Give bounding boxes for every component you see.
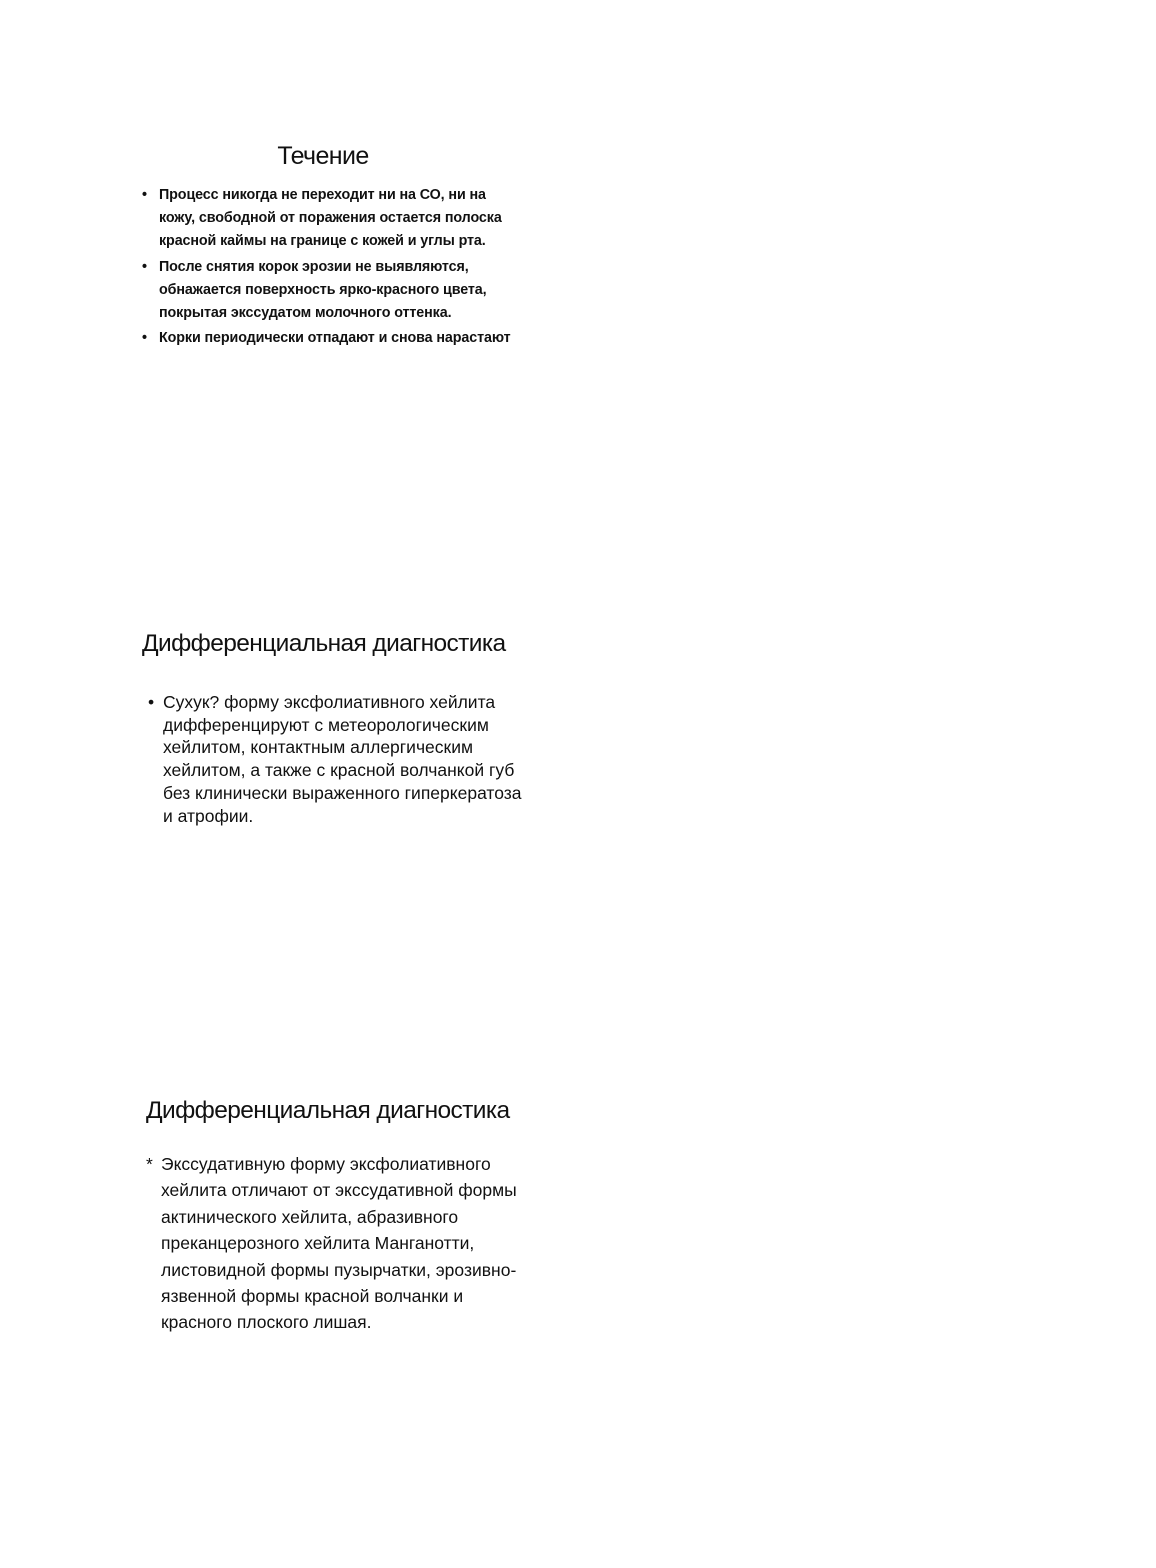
bullet-list bbox=[142, 691, 533, 827]
list-item bbox=[146, 1151, 531, 1336]
slide-course bbox=[142, 140, 532, 352]
list-item bbox=[142, 256, 519, 326]
list-item-text: Сухук? форму эксфолиативного хейлита дифференцируют с метеорологическим хейлитом, контактным аллергическим хейлитом, а также с красной волчанкой губ без клинически выраженного гиперкератоза и атрофии. bbox=[163, 692, 522, 826]
list-item bbox=[142, 327, 519, 350]
list-item-text: После снятия корок эрозии не выявляются, обнажается поверхность ярко-красного цвета, покрытая экссудатом молочного оттенка. bbox=[159, 258, 487, 322]
list-item bbox=[148, 691, 533, 827]
bullet-list bbox=[142, 184, 519, 350]
bullet-list bbox=[146, 1151, 531, 1336]
bullet-marker: • bbox=[142, 330, 147, 347]
bullet-marker: • bbox=[148, 692, 155, 712]
bullet-marker: • bbox=[142, 187, 147, 203]
list-item-text: Экссудативную форму эксфолиативного хейлита отличают от экссудативной формы актинического хейлита, абразивного преканцерозного хейлита Манганотти, листовидной формы пузырчатки, эрозивно-язвенной формы красной волчанки и красного плоского лишая. bbox=[161, 1154, 517, 1333]
slide-differential-diagnosis-1 bbox=[142, 627, 532, 827]
bullet-marker: * bbox=[146, 1154, 153, 1174]
bullet-marker: • bbox=[142, 258, 147, 275]
slide-title: Дифференциальная диагностика bbox=[146, 1097, 510, 1124]
slide-title: Течение bbox=[277, 142, 369, 170]
slide-title: Дифференциальная диагностика bbox=[142, 630, 506, 657]
list-item-text: Процесс никогда не переходит ни на СО, ни на кожу, свободной от поражения остается полоска красной каймы на границе с кожей и углы рта. bbox=[159, 187, 502, 250]
list-item-text: Корки периодически отпадают и снова нарастают bbox=[159, 330, 511, 347]
slide-differential-diagnosis-2 bbox=[146, 1094, 536, 1336]
list-item bbox=[142, 184, 519, 254]
